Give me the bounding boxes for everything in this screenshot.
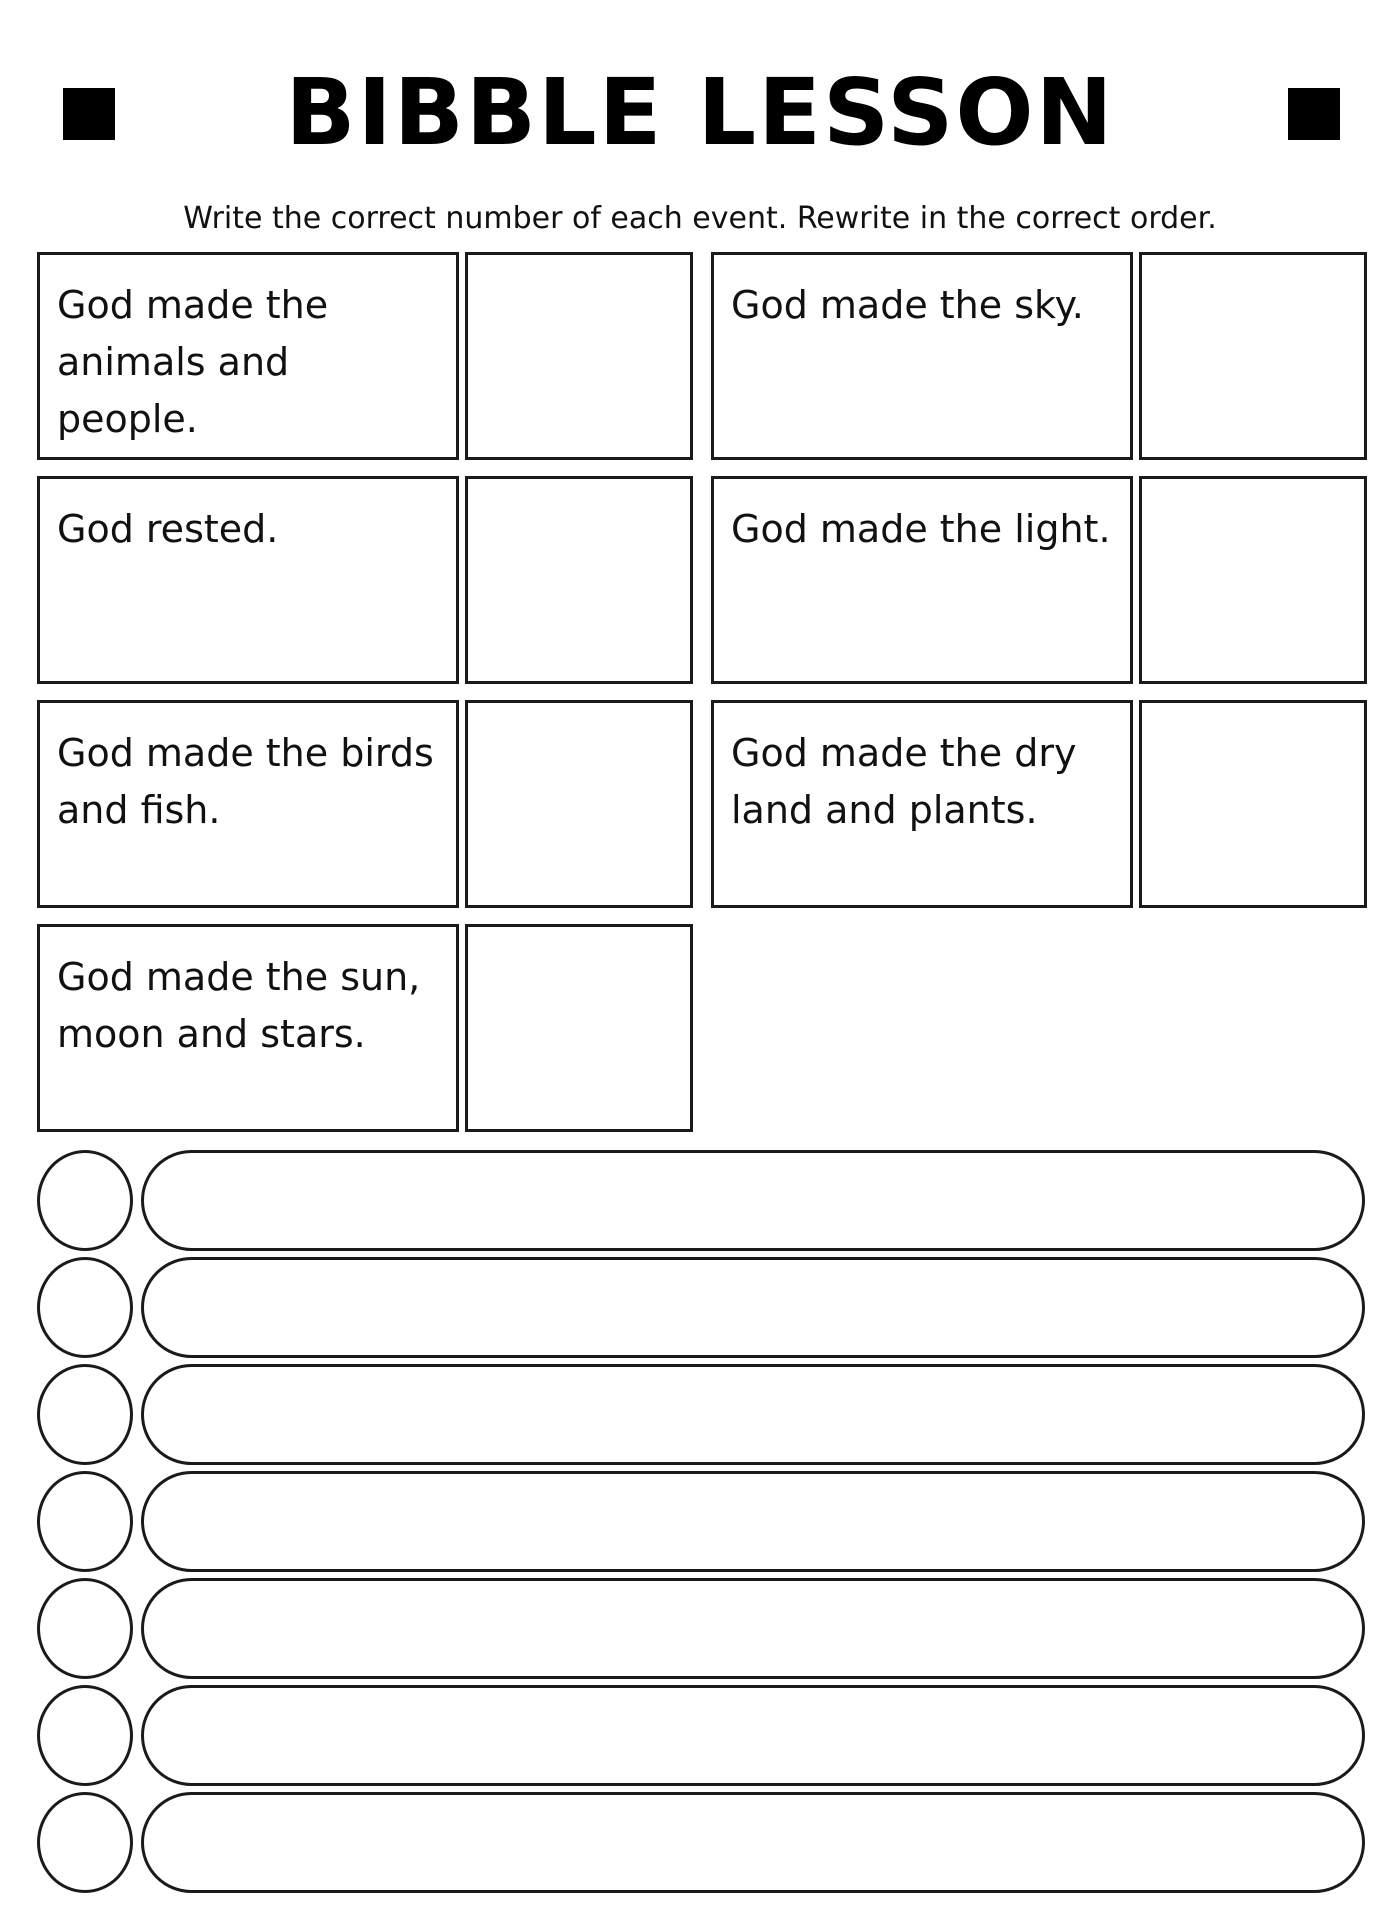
answer-number-circle[interactable]: [37, 1257, 133, 1358]
event-card: [37, 252, 459, 460]
event-text: God rested.: [57, 507, 279, 551]
answer-number-circle[interactable]: [37, 1150, 133, 1251]
answer-number-circle[interactable]: [37, 1792, 133, 1893]
page-title: BIBBLE LESSON: [285, 59, 1115, 166]
event-card: [37, 700, 459, 908]
answer-number-circle[interactable]: [37, 1364, 133, 1465]
answer-number-circle[interactable]: [37, 1471, 133, 1572]
event-text: God made the animals and people.: [57, 283, 329, 441]
event-number-box[interactable]: [465, 252, 693, 460]
event-card: [711, 252, 1133, 460]
answer-writing-line[interactable]: [141, 1150, 1365, 1251]
event-number-box[interactable]: [1139, 476, 1367, 684]
event-card: [711, 476, 1133, 684]
event-card: [37, 924, 459, 1132]
event-card: [711, 700, 1133, 908]
answer-writing-line[interactable]: [141, 1471, 1365, 1572]
event-number-box[interactable]: [465, 924, 693, 1132]
answer-writing-line[interactable]: [141, 1685, 1365, 1786]
event-card: [37, 476, 459, 684]
answer-number-circle[interactable]: [37, 1578, 133, 1679]
instructions-text: Write the correct number of each event. Rewrite in the correct order.: [183, 201, 1217, 236]
event-text: God made the dry land and plants.: [731, 731, 1077, 832]
event-text: God made the birds and fish.: [57, 731, 434, 832]
answer-writing-line[interactable]: [141, 1364, 1365, 1465]
answer-writing-line[interactable]: [141, 1792, 1365, 1893]
event-number-box[interactable]: [1139, 700, 1367, 908]
answer-writing-line[interactable]: [141, 1257, 1365, 1358]
event-text: God made the sun, moon and stars.: [57, 955, 421, 1056]
answer-writing-line[interactable]: [141, 1578, 1365, 1679]
event-number-box[interactable]: [465, 476, 693, 684]
event-text: God made the light.: [731, 507, 1111, 551]
event-text: God made the sky.: [731, 283, 1084, 327]
answer-number-circle[interactable]: [37, 1685, 133, 1786]
event-number-box[interactable]: [1139, 252, 1367, 460]
event-number-box[interactable]: [465, 700, 693, 908]
